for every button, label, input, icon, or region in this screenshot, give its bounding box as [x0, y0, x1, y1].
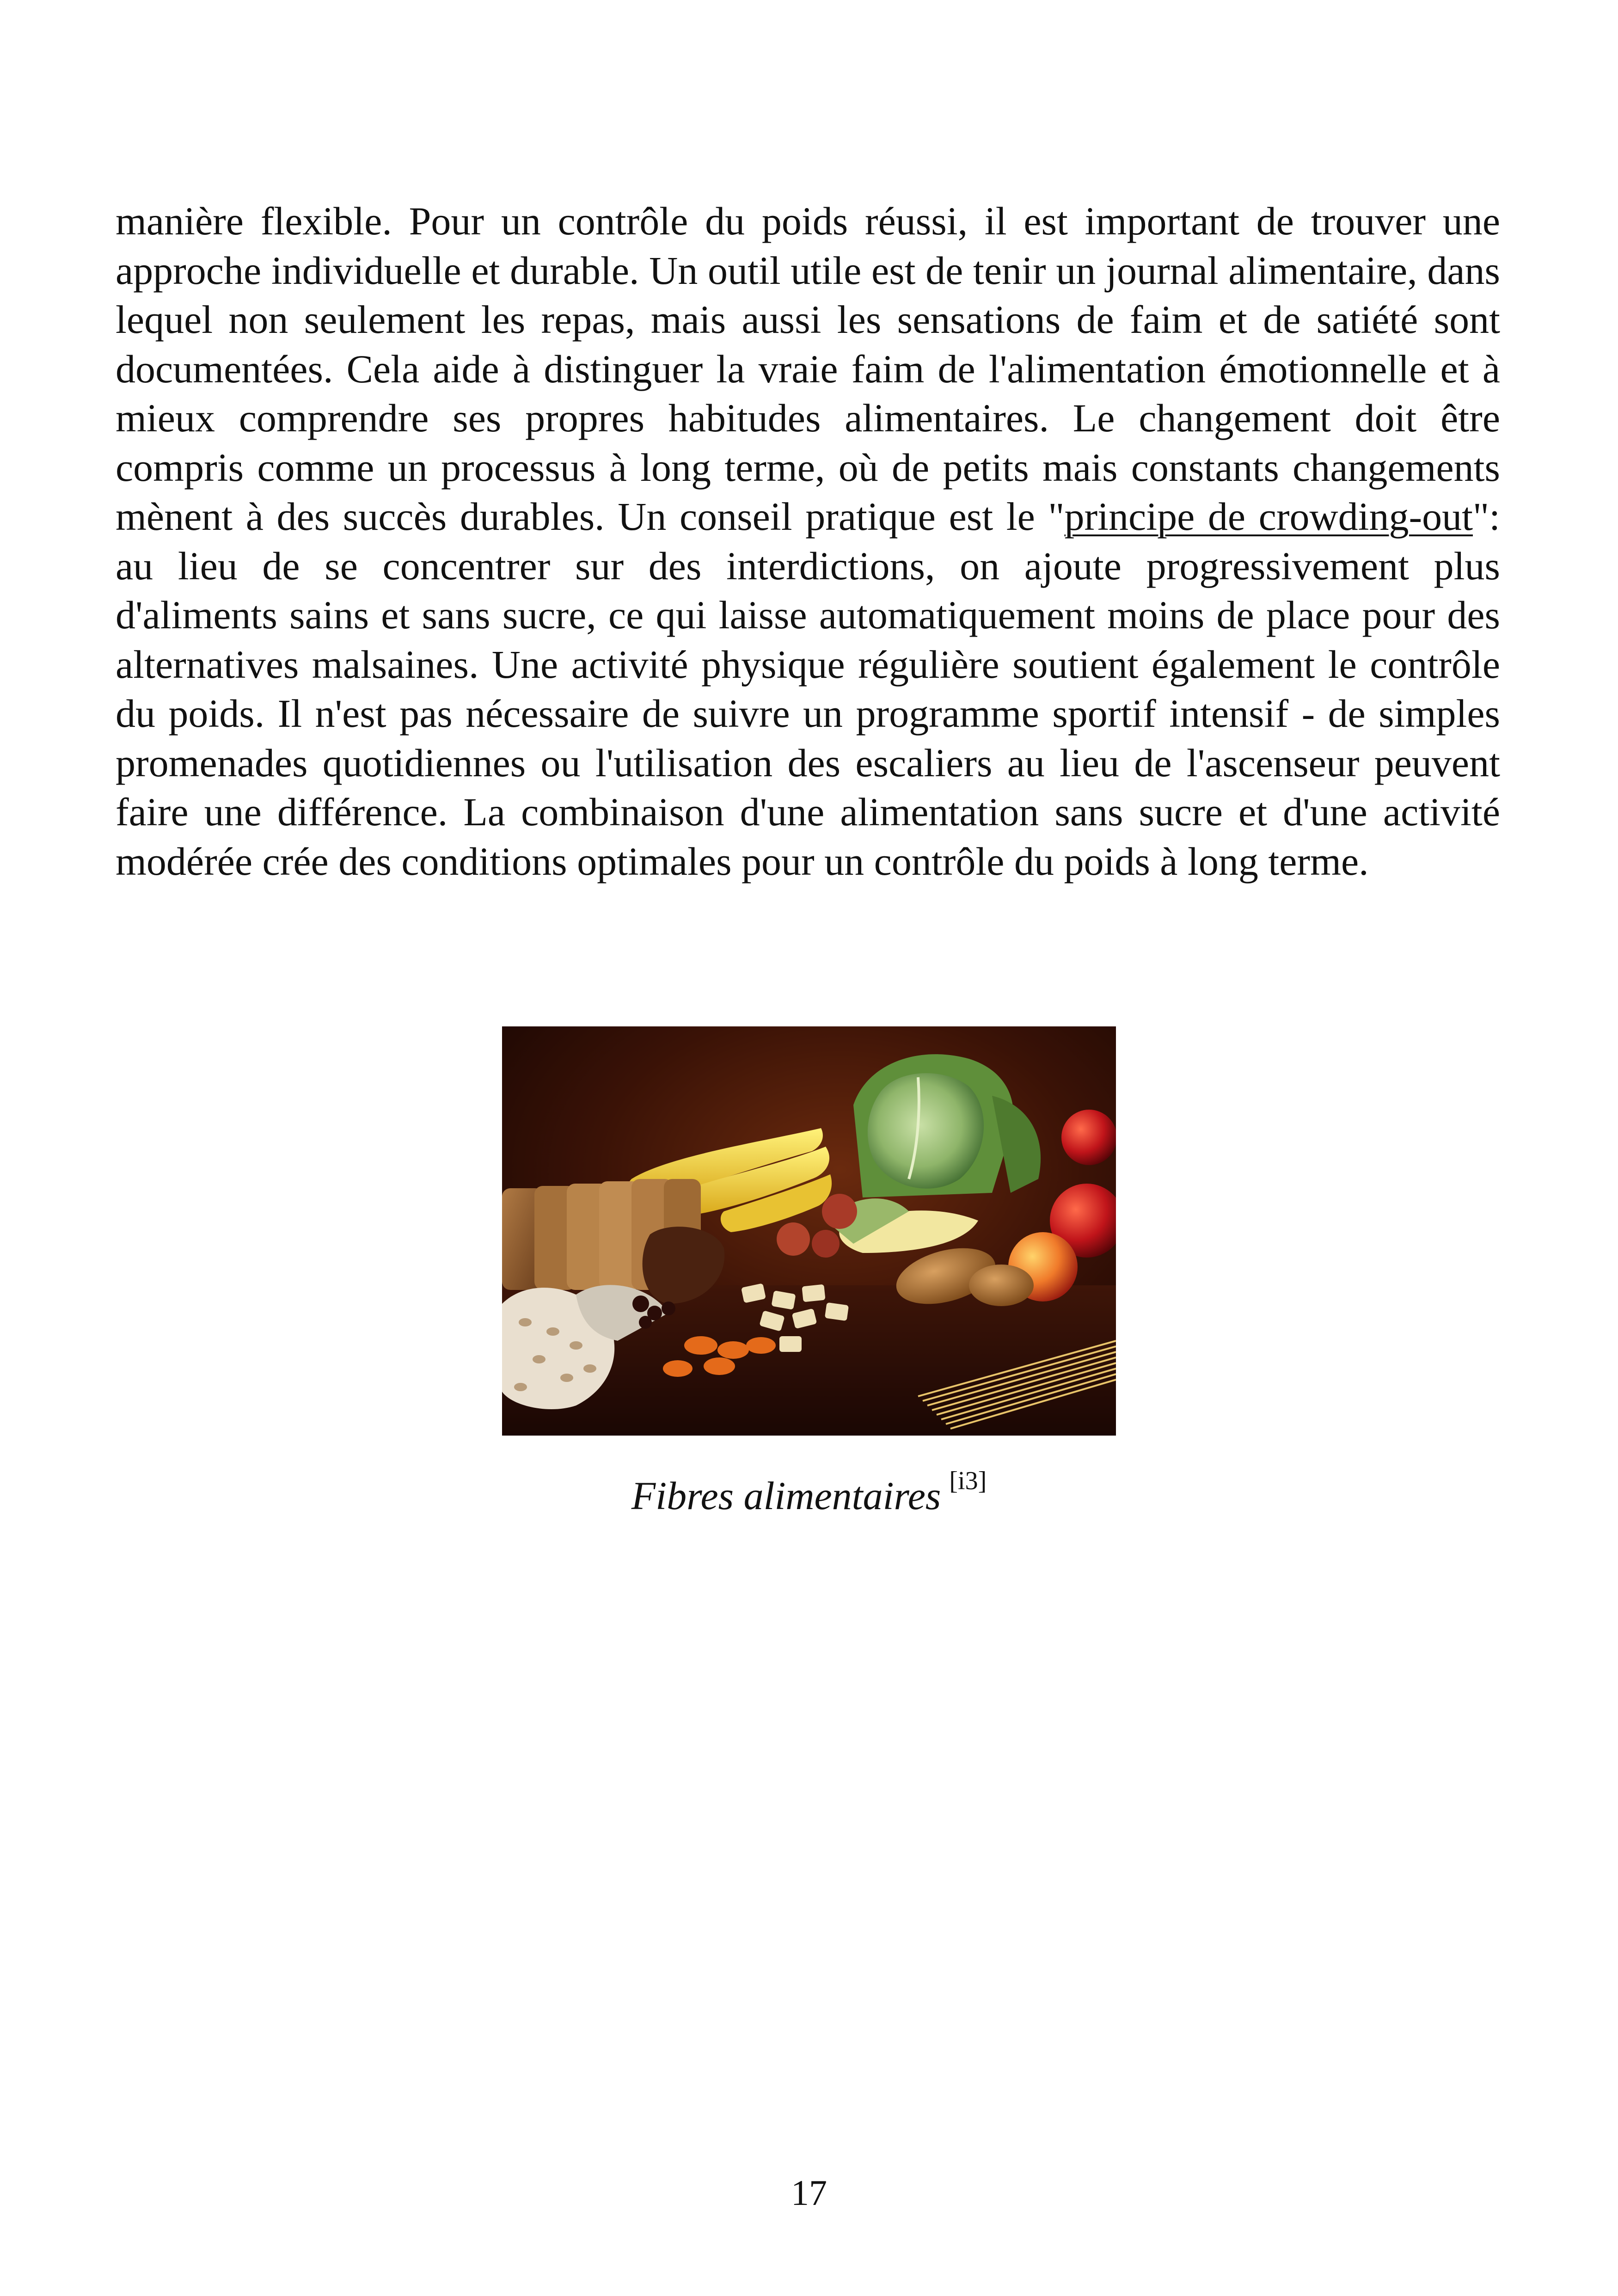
- paragraph-text-start: manière flexible. Pour un contrôle du poids réussi, il est important de trouver une approche individuelle et durable. Un outil utile est de tenir un journal alimentaire, dans lequel non seulement les repas, mais aussi les sensations de faim et de satiété sont documentées. Cela aide à distinguer la vraie faim de l'alimentation émotionnelle et à mieux comprendre ses propres habitudes alimentaires. Le changement doit être compris comme un processus à long terme, où de petits mais constants changements mènent à des succès durables. Un conseil pratique est le ": [116, 199, 1500, 539]
- figure-caption: [0, 1467, 1618, 1519]
- food-fiber-image: [502, 1026, 1116, 1436]
- body-paragraph: [116, 196, 1500, 886]
- paragraph-text-end: ": au lieu de se concentrer sur des interdictions, on ajoute progressivement plus d'aliments sains et sans sucre, ce qui laisse automatiquement moins de place pour des alternatives malsaines. Une activité physique régulière soutient également le contrôle du poids. Il n'est pas nécessaire de suivre un programme sportif intensif - de simples promenades quotidiennes ou l'utilisation des escaliers au lieu de l'ascenseur peuvent faire une différence. La combinaison d'une alimentation sans sucre et d'une activité modérée crée des conditions optimales pour un contrôle du poids à long terme.: [116, 494, 1500, 884]
- page-number: 17: [791, 2173, 827, 2213]
- food-photo: [502, 1026, 1116, 1436]
- caption-text: Fibres alimentaires: [631, 1473, 941, 1518]
- image-reference: [i3]: [949, 1467, 987, 1495]
- crowding-out-link[interactable]: principe de crowding-out: [1064, 494, 1473, 539]
